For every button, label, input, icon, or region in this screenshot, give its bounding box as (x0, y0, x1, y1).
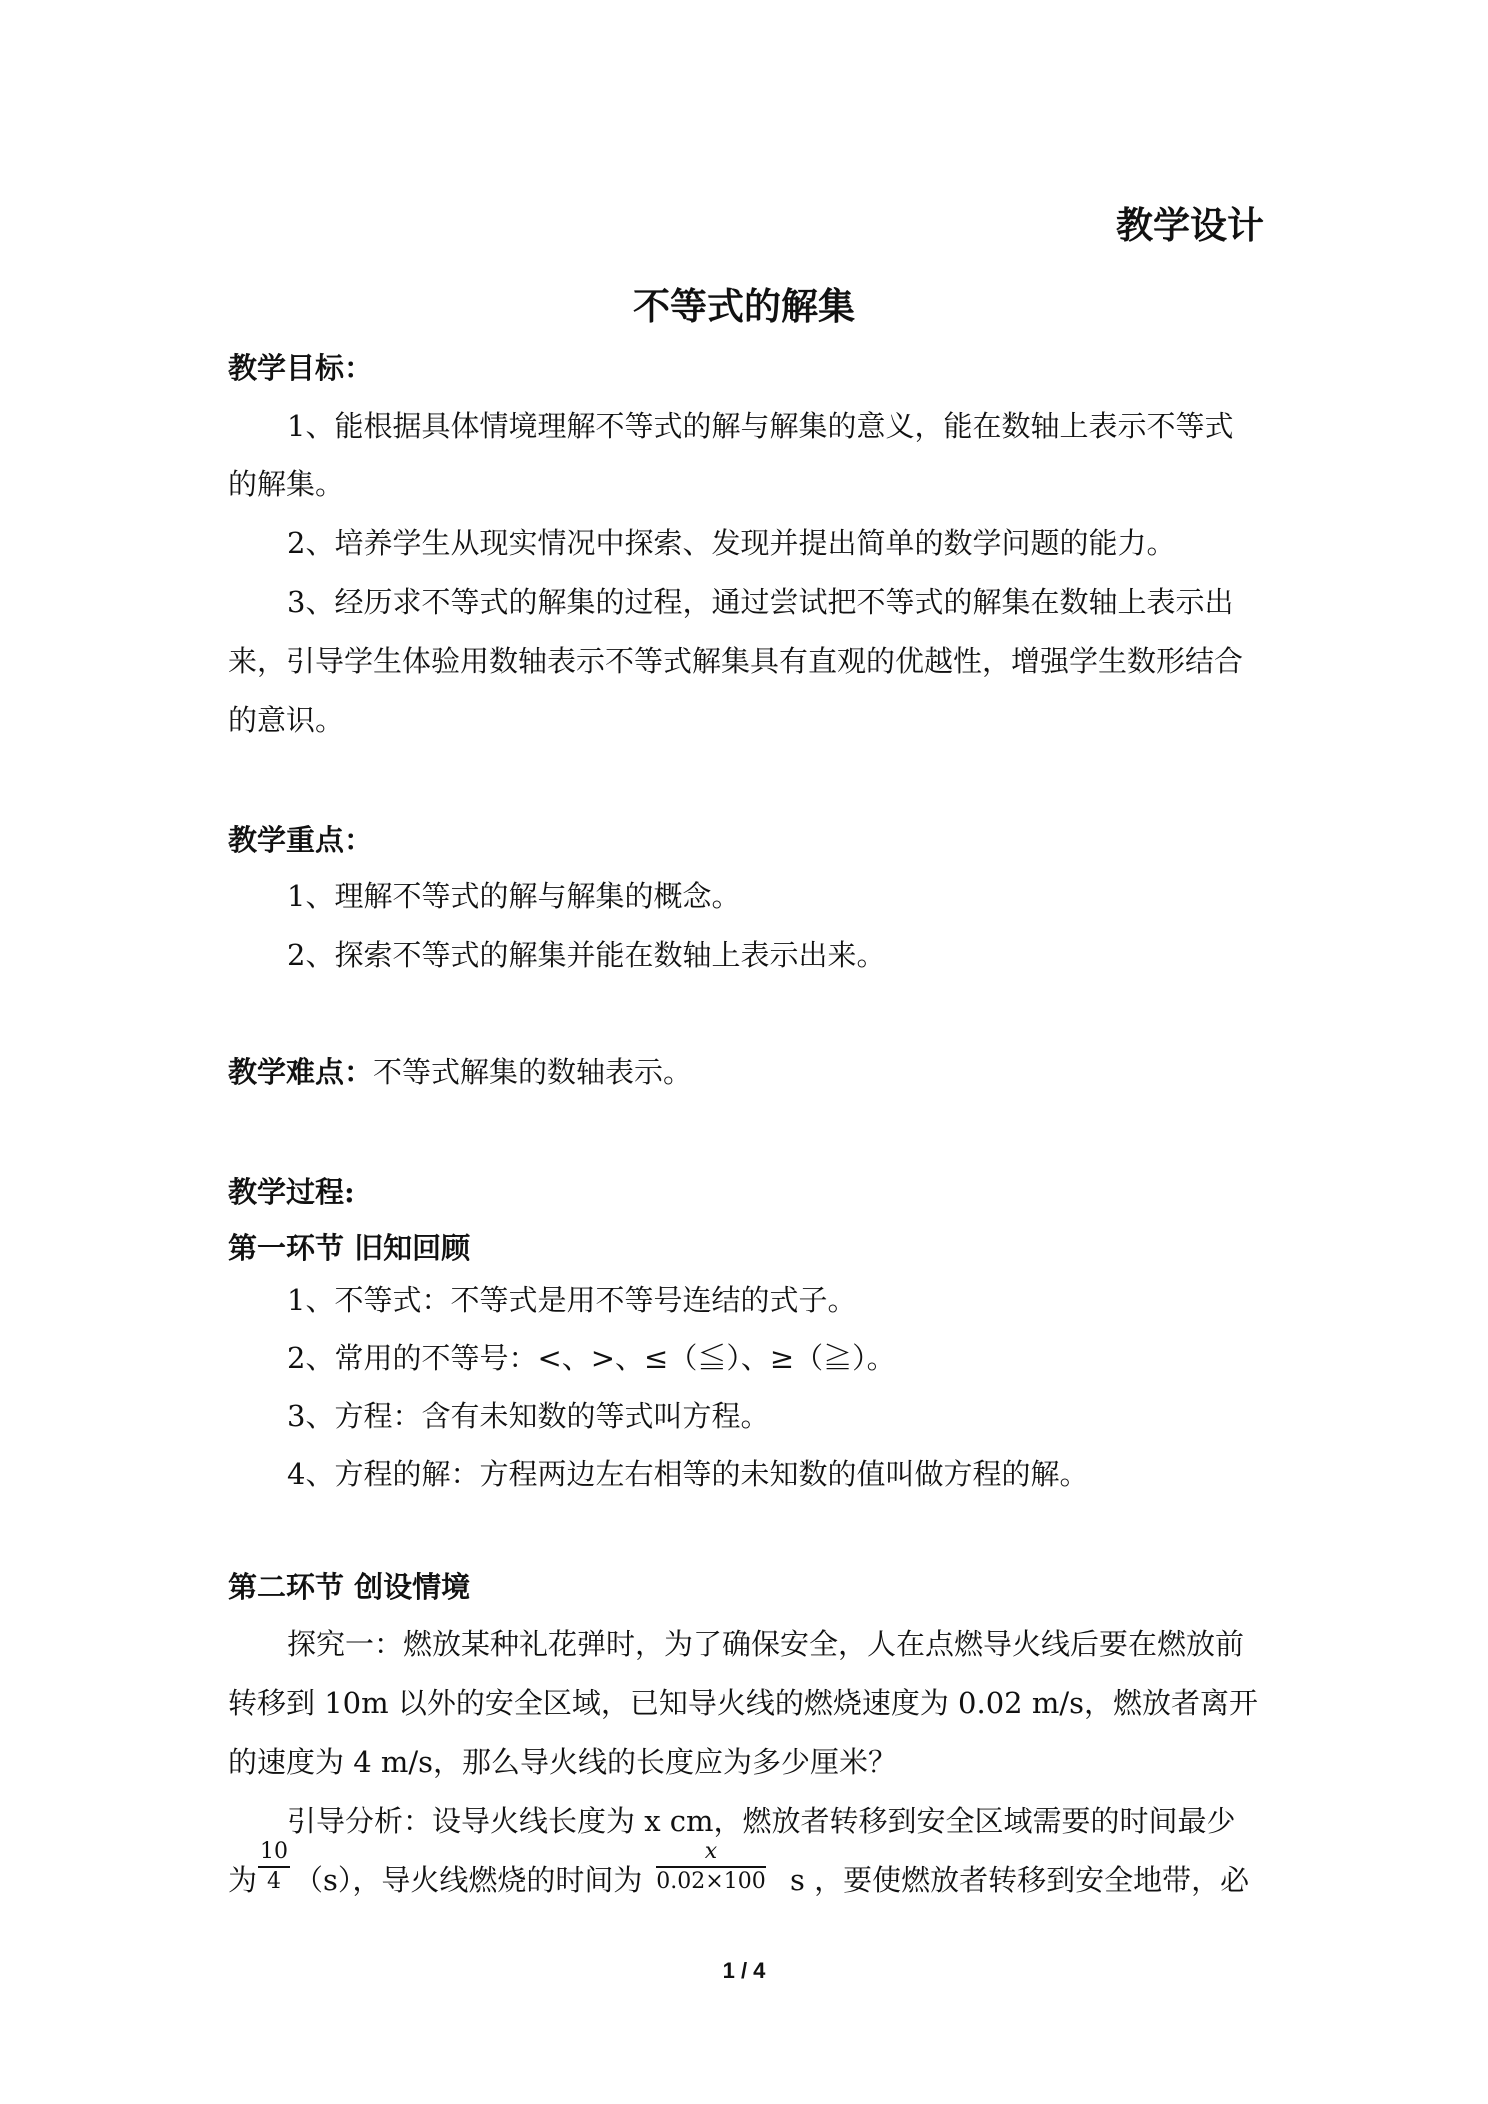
section-1-item-1: 1、不等式：不等式是用不等号连结的式子。 (287, 1283, 857, 1317)
process-heading: 教学过程: (228, 1175, 355, 1209)
fraction-2-numerator: x (704, 1839, 718, 1864)
objective-1-line-1: 1、能根据具体情境理解不等式的解与解集的意义，能在数轴上表示不等式 (287, 409, 1234, 443)
fraction-1-denominator: 4 (267, 1869, 281, 1894)
explore-line-3: 的速度为 4 m/s，那么导火线的长度应为多少厘米？ (228, 1745, 898, 1779)
key-points-heading: 教学重点： (228, 823, 374, 857)
document-type: 教学设计 (1116, 203, 1264, 247)
page-number: 1 / 4 (722, 1958, 766, 1983)
objective-3-line-2: 来，引导学生体验用数轴表示不等式解集具有直观的优越性，增强学生数形结合 (228, 644, 1244, 678)
section-1-item-4: 4、方程的解：方程两边左右相等的未知数的值叫做方程的解。 (287, 1457, 1089, 1491)
fraction-1-numerator: 10 (260, 1839, 288, 1864)
fraction-x-over-rate (656, 1839, 766, 1895)
explore-line-2: 转移到 10m 以外的安全区域，已知导火线的燃烧速度为 0.02 m/s，燃放者离开 (228, 1686, 1258, 1720)
objective-3-line-3: 的意识。 (228, 703, 345, 737)
document-title: 不等式的解集 (633, 284, 855, 328)
fraction-1-bar (258, 1866, 290, 1868)
difficulty-text: 不等式解集的数轴表示。 (373, 1055, 693, 1089)
guide-prefix: 为 (228, 1863, 258, 1897)
section-1-item-2: 2、常用的不等号：<、>、≤（≦）、≥（≧）。 (287, 1341, 896, 1375)
key-point-2: 2、探索不等式的解集并能在数轴上表示出来。 (287, 938, 886, 972)
guide-line-1: 引导分析：设导火线长度为 x cm，燃放者转移到安全区域需要的时间最少 (287, 1804, 1236, 1838)
guide-mid: （s），导火线燃烧的时间为 (294, 1863, 643, 1897)
fraction-2-bar (656, 1866, 766, 1868)
section-1-heading: 第一环节 旧知回顾 (228, 1231, 471, 1265)
key-point-1: 1、理解不等式的解与解集的概念。 (287, 879, 741, 913)
difficulty-heading: 教学难点： (228, 1055, 374, 1089)
difficulty-line (228, 1052, 692, 1092)
explore-line-1: 探究一：燃放某种礼花弹时，为了确保安全，人在点燃导火线后要在燃放前 (287, 1627, 1245, 1661)
fraction-10-over-4 (258, 1839, 290, 1895)
section-2-heading: 第二环节 创设情境 (228, 1570, 471, 1604)
objective-1-line-2: 的解集。 (228, 467, 345, 501)
section-1-item-3: 3、方程：含有未知数的等式叫方程。 (287, 1399, 770, 1433)
guide-suffix: s ，要使燃放者转移到安全地带，必 (790, 1863, 1250, 1897)
fraction-2-denominator: 0.02×100 (656, 1869, 766, 1894)
objective-2: 2、培养学生从现实情况中探索、发现并提出简单的数学问题的能力。 (287, 526, 1176, 560)
objectives-heading: 教学目标： (228, 351, 374, 385)
objective-3-line-1: 3、经历求不等式的解集的过程，通过尝试把不等式的解集在数轴上表示出 (287, 585, 1234, 619)
